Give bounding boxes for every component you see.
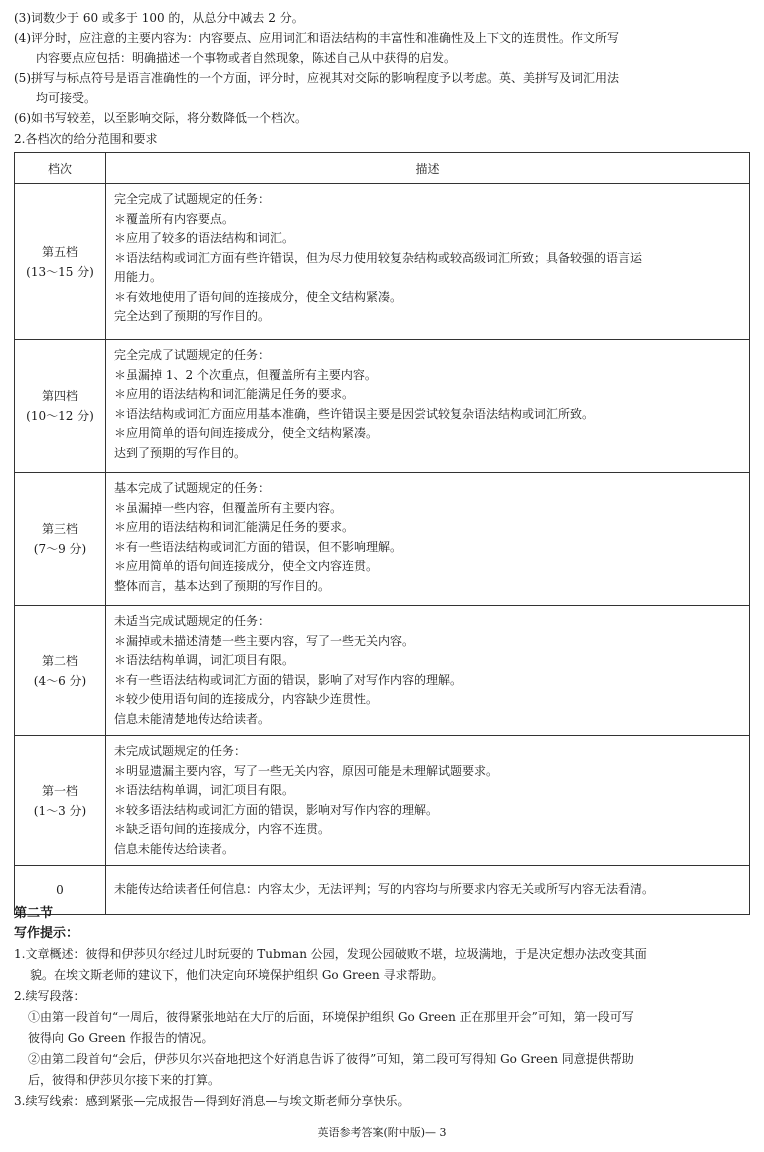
table-row: [15, 340, 750, 473]
description-line: 未完成试题规定的任务：: [114, 744, 247, 758]
description-line: ＊应用的语法结构和词汇能满足任务的要求。: [114, 520, 355, 534]
note-item-4: [14, 28, 752, 68]
level-cell: [15, 184, 106, 340]
level-score-range: (1～3 分): [33, 803, 87, 818]
description-cell: [106, 340, 750, 473]
description-line: ＊较多语法结构或词汇方面的错误，影响对写作内容的理解。: [114, 802, 439, 817]
description-line: ＊虽漏掉 1、2 个次重点，但覆盖所有主要内容。: [114, 367, 377, 382]
level-name: 第二档: [41, 653, 78, 668]
description-line: 整体而言，基本达到了预期的写作目的。: [114, 578, 331, 593]
note-first-line: (3)词数少于 60 或多于 100 的，从总分中减去 2 分。: [14, 11, 304, 25]
level-score-range: (13～15 分): [26, 264, 94, 279]
description-line: 信息未能清楚地传达给读者。: [114, 711, 271, 726]
description-line: 未能传达给读者任何信息：内容太少，无法评判；写的内容均与所要求内容无关或所写内容无法看清。: [114, 882, 655, 897]
description-line: ＊语法结构或词汇方面应用基本准确，些许错误主要是因尝试较复杂语法结构或词汇所致。: [114, 406, 595, 421]
description-line: ＊语法结构单调，词汇项目有限。: [114, 653, 295, 667]
description-line: ＊语法结构单调，词汇项目有限。: [114, 783, 295, 797]
tip-paragraphs-title: 2.续写段落：: [14, 989, 86, 1003]
note-item-6: [14, 108, 752, 128]
header-description: 描述: [106, 153, 750, 184]
tip-first-line: ②由第二段首句“会后，伊莎贝尔兴奋地把这个好消息告诉了彼得”可知，第二段可写得知 Go Green 同意提供帮助: [28, 1052, 634, 1066]
description-line: ＊明显遗漏主要内容，写了一些无关内容，原因可能是未理解试题要求。: [114, 763, 499, 778]
description-line: 用能力。: [114, 270, 163, 284]
description-line: 完全完成了试题规定的任务：: [114, 348, 271, 362]
level-cell: [15, 606, 106, 736]
description-cell: [106, 184, 750, 340]
level-name: 第三档: [41, 522, 78, 536]
note-first-line: (4)评分时，应注意的主要内容为：内容要点、应用词汇和语法结构的丰富性和准确性及上下文的连贯性。作文所写: [14, 31, 620, 45]
description-line: ＊语法结构或词汇方面有些许错误，但为尽力使用较复杂结构或较高级词汇所致；具备较强的语言运: [114, 250, 643, 265]
note-item-3: [14, 8, 752, 28]
level-cell: [15, 736, 106, 866]
section-heading: 第二节: [14, 906, 54, 921]
tip-continuation: 彼得向 Go Green 作报告的情况。: [28, 1031, 214, 1045]
level-name: 第四档: [41, 389, 78, 403]
description-cell: [106, 606, 750, 736]
level-cell: [15, 340, 106, 473]
tip-first-line: ①由第一段首句“一周后，彼得紧张地站在大厅的后面，环境保护组织 Go Green 正在那里开会”可知，第一段可写: [28, 1010, 634, 1024]
table-header-row: [15, 153, 750, 184]
description-cell: [106, 736, 750, 866]
grading-table: [14, 152, 750, 915]
table-row: [15, 736, 750, 866]
description-line: 信息未能传达给读者。: [114, 841, 235, 856]
note-first-line: (6)如书写较差，以至影响交际，将分数降低一个档次。: [14, 111, 308, 125]
header-level: 档次: [15, 153, 106, 184]
tip-first-line: 1.文章概述：彼得和伊莎贝尔经过儿时玩耍的 Tubman 公园，发现公园破败不堪，垃圾满地，于是决定想办法改变其面: [14, 947, 647, 961]
description-line: ＊应用简单的语句间连接成分，使全文内容连贯。: [114, 559, 379, 573]
tip-continuation: 貌。在埃文斯老师的建议下，他们决定向环境保护组织 Go Green 寻求帮助。: [30, 968, 444, 982]
level-score-range: (4～6 分): [33, 673, 87, 688]
note-first-line: (5)拼写与标点符号是语言准确性的一个方面，评分时，应视其对交际的影响程度予以考虑。英、美拼写及词汇用法: [14, 71, 620, 85]
description-line: ＊应用的语法结构和词汇能满足任务的要求。: [114, 387, 355, 401]
note-item-5: [14, 68, 752, 108]
level-name: 第五档: [41, 244, 78, 259]
tip-paragraph-two: [14, 1049, 752, 1091]
table-row: [15, 606, 750, 736]
note-continuation: 内容要点应包括：明确描述一个事物或者自然现象，陈述自己从中获得的启发。: [36, 51, 457, 65]
description-line: ＊虽漏掉一些内容，但覆盖所有主要内容。: [114, 500, 343, 515]
page-footer: 英语参考答案(附中版)— 3: [317, 1126, 447, 1139]
table-row: [15, 184, 750, 340]
description-line: ＊覆盖所有内容要点。: [114, 211, 235, 226]
level-score-range: (10～12 分): [26, 409, 94, 423]
description-line: ＊应用简单的语句间连接成分，使全文结构紧凑。: [114, 426, 379, 440]
scoring-notes: [14, 8, 752, 149]
description-line: ＊缺乏语句间的连接成分，内容不连贯。: [114, 822, 331, 836]
description-line: ＊有一些语法结构或词汇方面的错误，影响了对写作内容的理解。: [114, 672, 463, 687]
description-line: 达到了预期的写作目的。: [114, 445, 247, 460]
tip-paragraph-one: [14, 1007, 752, 1049]
tip-clues: 3.续写线索：感到紧张—完成报告—得到好消息—与埃文斯老师分享快乐。: [14, 1094, 410, 1108]
tips-heading: 写作提示：: [14, 926, 80, 941]
part-two: [14, 904, 752, 1112]
description-line: ＊应用了较多的语法结构和词汇。: [114, 231, 295, 245]
description-line: ＊漏掉或未描述清楚一些主要内容，写了一些无关内容。: [114, 633, 415, 648]
level-score-range: (7～9 分): [33, 542, 87, 556]
description-line: ＊有效地使用了语句间的连接成分，使全文结构紧凑。: [114, 289, 403, 304]
note-continuation: 均可接受。: [36, 91, 97, 105]
tip-overview: [14, 944, 752, 986]
description-line: ＊有一些语法结构或词汇方面的错误，但不影响理解。: [114, 539, 403, 554]
description-line: 未适当完成试题规定的任务：: [114, 614, 271, 628]
level-name: 0: [56, 883, 64, 897]
level-name: 第一档: [41, 783, 78, 798]
description-cell: [106, 473, 750, 606]
description-line: ＊较少使用语句间的连接成分，内容缺少连贯性。: [114, 692, 379, 706]
tip-continuation: 后，彼得和伊莎贝尔接下来的打算。: [28, 1073, 221, 1087]
table-row: [15, 473, 750, 606]
table-body: [15, 184, 750, 915]
description-line: 基本完成了试题规定的任务：: [114, 481, 271, 495]
level-cell: [15, 473, 106, 606]
section-title: 2.各档次的给分范围和要求: [14, 132, 158, 146]
description-line: 完全完成了试题规定的任务：: [114, 192, 271, 206]
description-line: 完全达到了预期的写作目的。: [114, 309, 271, 323]
